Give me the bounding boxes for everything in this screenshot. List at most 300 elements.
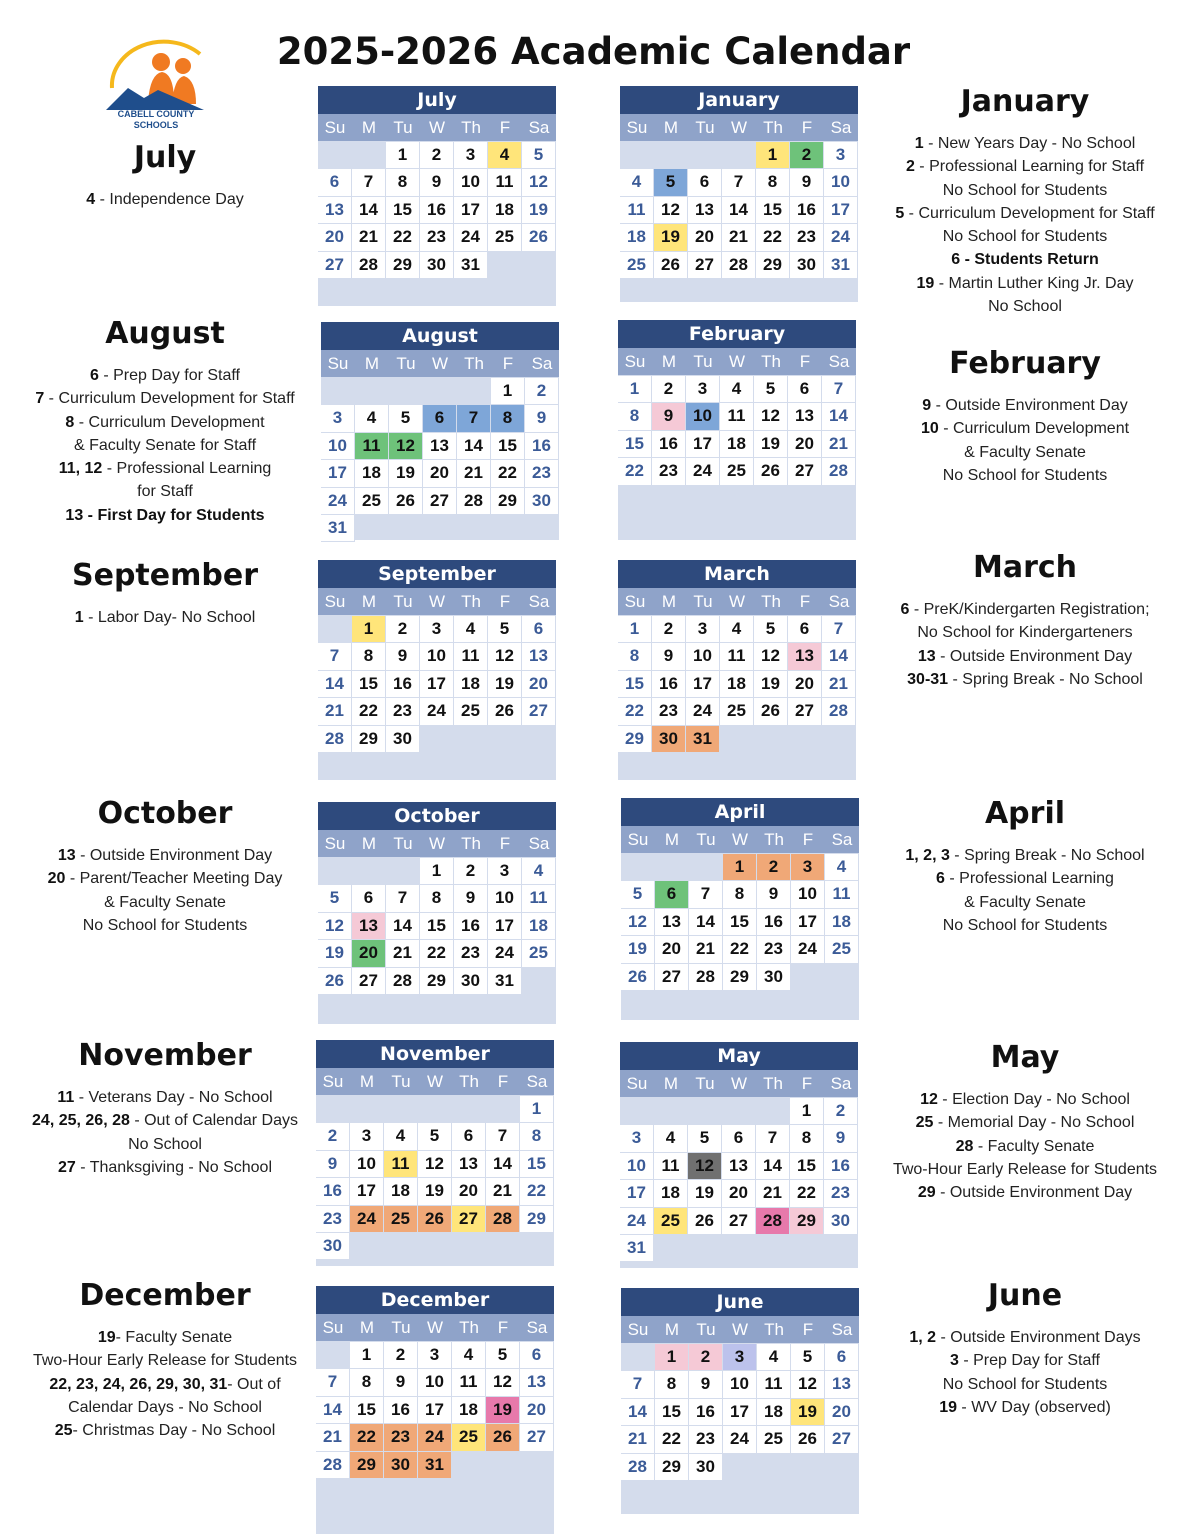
day-cell: 22 <box>655 1426 689 1453</box>
day-cell: 16 <box>689 1399 723 1426</box>
day-cell: 9 <box>525 405 559 432</box>
note-line: for Staff <box>137 483 193 501</box>
note-line: 10 - Curriculum Development <box>920 420 1130 438</box>
day-cell: 15 <box>756 197 790 224</box>
weekday-label: Th <box>459 1072 479 1091</box>
weekday-row <box>316 1314 554 1341</box>
day-cell: 8 <box>352 643 386 670</box>
day-cell: 10 <box>723 1371 757 1398</box>
weekday-label: Th <box>461 834 481 853</box>
day-cell: 6 <box>788 376 822 403</box>
day-cell: 11 <box>454 643 488 670</box>
day-cell: 28 <box>386 968 420 995</box>
note-line: 19- Faculty Senate <box>97 1329 233 1346</box>
month-heading: April <box>984 796 1066 831</box>
day-cell: 12 <box>522 169 556 196</box>
day-cell: 1 <box>420 858 454 885</box>
day-cell: 20 <box>722 1180 756 1207</box>
day-cell: 14 <box>318 671 352 698</box>
day-empty <box>350 1096 384 1123</box>
day-cell: 28 <box>822 698 856 725</box>
day-cell: 8 <box>756 169 790 196</box>
day-cell: 20 <box>520 1397 554 1424</box>
weekday-label: F <box>801 118 813 137</box>
weekday-label: Tu <box>393 592 413 611</box>
day-cell: 4 <box>452 1342 486 1369</box>
month-heading: May <box>990 1040 1060 1075</box>
day-grid <box>621 853 859 991</box>
day-cell: 9 <box>386 643 420 670</box>
month-notes-july <box>20 140 310 211</box>
day-cell: 25 <box>488 224 522 251</box>
day-cell: 11 <box>620 197 654 224</box>
day-cell: 18 <box>488 197 522 224</box>
day-cell: 3 <box>350 1123 384 1150</box>
day-empty <box>316 1096 350 1123</box>
day-cell: 19 <box>688 1180 722 1207</box>
day-cell: 18 <box>384 1178 418 1205</box>
day-cell: 22 <box>350 1424 384 1451</box>
note-line: 2 - Professional Learning for Staff <box>905 158 1145 176</box>
day-cell: 20 <box>423 460 457 487</box>
day-cell: 18 <box>825 909 859 936</box>
calendar-header-november: November <box>316 1040 554 1068</box>
note-lines <box>880 598 1170 691</box>
month-heading: June <box>987 1278 1063 1313</box>
day-cell: 30 <box>384 1452 418 1479</box>
weekday-label: Tu <box>393 118 413 137</box>
day-cell: 18 <box>757 1399 791 1426</box>
note-line: 6 - PreK/Kindergarten Registration; <box>900 601 1150 618</box>
weekday-label: Sa <box>828 352 850 371</box>
day-cell: 17 <box>723 1399 757 1426</box>
day-empty <box>318 616 352 643</box>
day-cell: 8 <box>386 169 420 196</box>
day-cell: 29 <box>790 1208 824 1235</box>
day-cell: 17 <box>686 431 720 458</box>
day-cell: 25 <box>452 1424 486 1451</box>
day-cell: 11 <box>355 433 389 460</box>
weekday-label: M <box>661 592 677 611</box>
day-cell: 5 <box>754 376 788 403</box>
day-cell: 12 <box>418 1151 452 1178</box>
weekday-label: Sa <box>831 1320 853 1339</box>
day-cell: 25 <box>355 488 389 515</box>
day-cell: 9 <box>790 169 824 196</box>
weekday-label: M <box>664 830 680 849</box>
note-lines <box>20 1326 310 1442</box>
day-cell: 23 <box>652 698 686 725</box>
day-grid <box>318 141 556 279</box>
day-cell: 6 <box>318 169 352 196</box>
note-line: 11 - Veterans Day - No School <box>57 1089 273 1106</box>
day-cell: 22 <box>723 936 757 963</box>
day-cell: 22 <box>756 224 790 251</box>
day-empty <box>321 378 355 405</box>
month-heading: November <box>78 1038 252 1073</box>
calendar-header-june: June <box>621 1288 859 1316</box>
day-cell: 29 <box>386 252 420 279</box>
day-cell: 28 <box>621 1454 655 1481</box>
weekday-label: Tu <box>396 354 416 373</box>
day-cell: 2 <box>525 378 559 405</box>
day-cell: 27 <box>520 1424 554 1451</box>
weekday-label: Th <box>764 1320 784 1339</box>
day-cell: 12 <box>389 433 423 460</box>
calendar-august <box>321 322 559 540</box>
day-cell: 25 <box>384 1206 418 1233</box>
weekday-row <box>618 348 856 375</box>
day-cell: 5 <box>389 405 423 432</box>
day-cell: 16 <box>386 671 420 698</box>
note-lines <box>20 188 310 211</box>
day-cell: 3 <box>420 616 454 643</box>
day-grid <box>321 377 559 542</box>
day-cell: 13 <box>352 913 386 940</box>
calendar-july <box>318 86 556 306</box>
day-empty <box>452 1096 486 1123</box>
day-cell: 3 <box>686 376 720 403</box>
note-line: 29 - Outside Environment Day <box>917 1184 1133 1202</box>
day-cell: 19 <box>754 431 788 458</box>
note-line: 6 - Students Return <box>951 251 1099 269</box>
day-cell: 28 <box>352 252 386 279</box>
note-lines <box>880 1088 1170 1204</box>
weekday-label: M <box>359 1072 375 1091</box>
day-empty <box>655 854 689 881</box>
weekday-label: Th <box>464 354 484 373</box>
weekday-row <box>316 1068 554 1095</box>
weekday-row <box>621 1316 859 1343</box>
day-cell: 21 <box>722 224 756 251</box>
note-line: & Faculty Senate <box>964 893 1086 911</box>
note-line: No School <box>988 298 1062 316</box>
month-notes-december <box>20 1278 310 1442</box>
day-cell: 27 <box>788 698 822 725</box>
day-cell: 21 <box>822 431 856 458</box>
note-line: 5 - Curriculum Development for Staff <box>895 204 1155 222</box>
weekday-label: Su <box>624 352 646 371</box>
day-cell: 9 <box>384 1369 418 1396</box>
day-grid <box>621 1343 859 1481</box>
weekday-label: Su <box>324 118 346 137</box>
weekday-label: F <box>502 354 514 373</box>
note-lines <box>20 844 310 937</box>
day-cell: 6 <box>825 1344 859 1371</box>
day-cell: 7 <box>621 1371 655 1398</box>
calendar-header-february: February <box>618 320 856 348</box>
note-line: 19 - WV Day (observed) <box>939 1398 1111 1416</box>
day-cell: 26 <box>621 964 655 991</box>
day-cell: 13 <box>722 1153 756 1180</box>
day-cell: 27 <box>688 252 722 279</box>
day-cell: 21 <box>318 698 352 725</box>
month-heading: September <box>72 558 258 593</box>
day-cell: 2 <box>316 1123 350 1150</box>
weekday-label: Tu <box>391 1072 411 1091</box>
day-cell: 30 <box>689 1454 723 1481</box>
weekday-label: M <box>361 834 377 853</box>
day-cell: 21 <box>621 1426 655 1453</box>
note-line: 25- Christmas Day - No School <box>54 1422 276 1440</box>
note-lines <box>880 1326 1170 1419</box>
day-cell: 27 <box>722 1208 756 1235</box>
note-line: 9 - Outside Environment Day <box>922 397 1128 414</box>
weekday-label: Th <box>461 592 481 611</box>
day-cell: 31 <box>824 252 858 279</box>
day-cell: 17 <box>420 671 454 698</box>
day-cell: 25 <box>720 458 754 485</box>
day-cell: 24 <box>350 1206 384 1233</box>
day-cell: 28 <box>756 1208 790 1235</box>
day-cell: 2 <box>454 858 488 885</box>
day-cell: 23 <box>316 1206 350 1233</box>
note-line: Two-Hour Early Release for Students <box>892 1160 1158 1178</box>
weekday-label: W <box>731 1320 749 1339</box>
note-lines <box>880 844 1170 937</box>
day-cell: 13 <box>522 643 556 670</box>
weekday-label: Tu <box>696 830 716 849</box>
day-cell: 7 <box>756 1125 790 1152</box>
day-cell: 17 <box>350 1178 384 1205</box>
day-empty <box>486 1096 520 1123</box>
weekday-label: Su <box>627 1320 649 1339</box>
day-cell: 14 <box>386 913 420 940</box>
note-line: 1, 2 - Outside Environment Days <box>909 1329 1141 1346</box>
day-cell: 10 <box>620 1153 654 1180</box>
day-cell: 13 <box>825 1371 859 1398</box>
day-cell: 27 <box>655 964 689 991</box>
day-cell: 22 <box>420 940 454 967</box>
day-cell: 11 <box>720 643 754 670</box>
day-cell: 17 <box>321 460 355 487</box>
day-empty <box>654 142 688 169</box>
day-cell: 11 <box>654 1153 688 1180</box>
day-cell: 4 <box>384 1123 418 1150</box>
day-cell: 30 <box>790 252 824 279</box>
day-cell: 7 <box>689 881 723 908</box>
day-cell: 8 <box>491 405 525 432</box>
day-cell: 11 <box>757 1371 791 1398</box>
month-notes-september <box>20 558 310 629</box>
note-line: 6 - Prep Day for Staff <box>90 367 240 384</box>
day-cell: 15 <box>790 1153 824 1180</box>
day-cell: 30 <box>824 1208 858 1235</box>
day-empty <box>389 378 423 405</box>
day-cell: 11 <box>720 403 754 430</box>
day-cell: 30 <box>525 488 559 515</box>
day-cell: 23 <box>824 1180 858 1207</box>
day-cell: 18 <box>720 671 754 698</box>
day-grid <box>618 615 856 753</box>
month-notes-february <box>880 346 1170 487</box>
weekday-label: F <box>499 592 511 611</box>
day-cell: 26 <box>522 224 556 251</box>
calendar-january <box>620 86 858 302</box>
note-line: 3 - Prep Day for Staff <box>950 1352 1100 1370</box>
day-cell: 9 <box>652 403 686 430</box>
day-cell: 20 <box>825 1399 859 1426</box>
day-cell: 19 <box>522 197 556 224</box>
day-empty <box>418 1096 452 1123</box>
month-notes-march <box>880 550 1170 691</box>
day-cell: 7 <box>386 885 420 912</box>
month-notes-may <box>880 1040 1170 1204</box>
day-cell: 20 <box>688 224 722 251</box>
day-cell: 13 <box>688 197 722 224</box>
day-empty <box>722 142 756 169</box>
weekday-label: F <box>499 118 511 137</box>
day-cell: 3 <box>824 142 858 169</box>
day-cell: 10 <box>418 1369 452 1396</box>
note-line: & Faculty Senate <box>964 443 1086 461</box>
day-cell: 21 <box>386 940 420 967</box>
day-cell: 20 <box>318 224 352 251</box>
day-cell: 24 <box>723 1426 757 1453</box>
day-cell: 22 <box>790 1180 824 1207</box>
weekday-label: Th <box>763 118 783 137</box>
weekday-label: Su <box>626 118 648 137</box>
day-cell: 19 <box>389 460 423 487</box>
weekday-label: W <box>730 1074 748 1093</box>
day-cell: 21 <box>689 936 723 963</box>
day-cell: 26 <box>791 1426 825 1453</box>
note-lines <box>880 394 1170 487</box>
day-cell: 28 <box>318 726 352 753</box>
day-empty <box>621 1344 655 1371</box>
day-cell: 16 <box>420 197 454 224</box>
day-cell: 16 <box>384 1397 418 1424</box>
note-line: No School for Students <box>942 228 1108 246</box>
day-cell: 1 <box>350 1342 384 1369</box>
day-cell: 29 <box>655 1454 689 1481</box>
weekday-label: Sa <box>526 1072 548 1091</box>
weekday-label: Sa <box>528 592 550 611</box>
day-cell: 15 <box>618 671 652 698</box>
day-cell: 28 <box>316 1452 350 1479</box>
weekday-label: M <box>661 352 677 371</box>
day-cell: 18 <box>522 913 556 940</box>
day-cell: 29 <box>520 1206 554 1233</box>
weekday-label: Su <box>324 834 346 853</box>
day-cell: 8 <box>420 885 454 912</box>
weekday-row <box>620 114 858 141</box>
day-cell: 31 <box>620 1235 654 1262</box>
day-cell: 1 <box>386 142 420 169</box>
day-cell: 18 <box>720 431 754 458</box>
calendar-february <box>618 320 856 540</box>
day-cell: 12 <box>754 403 788 430</box>
day-cell: 12 <box>654 197 688 224</box>
weekday-label: Sa <box>828 592 850 611</box>
day-cell: 4 <box>654 1125 688 1152</box>
day-empty <box>423 378 457 405</box>
weekday-label: M <box>663 1074 679 1093</box>
day-cell: 24 <box>686 458 720 485</box>
weekday-label: W <box>728 352 746 371</box>
day-cell: 7 <box>318 643 352 670</box>
day-cell: 22 <box>618 458 652 485</box>
day-cell: 26 <box>488 698 522 725</box>
day-cell: 31 <box>454 252 488 279</box>
day-grid <box>620 141 858 279</box>
day-cell: 20 <box>452 1178 486 1205</box>
day-empty <box>386 858 420 885</box>
day-cell: 7 <box>822 616 856 643</box>
day-cell: 10 <box>420 643 454 670</box>
day-cell: 1 <box>790 1098 824 1125</box>
weekday-label: Su <box>322 1072 344 1091</box>
day-cell: 23 <box>454 940 488 967</box>
day-cell: 12 <box>754 643 788 670</box>
day-cell: 31 <box>321 515 355 542</box>
note-line: Calendar Days - No School <box>68 1398 262 1416</box>
day-cell: 4 <box>620 169 654 196</box>
day-cell: 8 <box>520 1123 554 1150</box>
note-line: 13 - First Day for Students <box>65 506 265 524</box>
day-cell: 8 <box>618 643 652 670</box>
day-empty <box>457 378 491 405</box>
day-empty <box>654 1098 688 1125</box>
day-cell: 14 <box>457 433 491 460</box>
day-cell: 15 <box>352 671 386 698</box>
note-line: No School for Kindergarteners <box>917 624 1133 642</box>
day-cell: 8 <box>790 1125 824 1152</box>
day-cell: 19 <box>488 671 522 698</box>
day-cell: 5 <box>621 881 655 908</box>
day-cell: 3 <box>791 854 825 881</box>
day-cell: 5 <box>791 1344 825 1371</box>
day-cell: 13 <box>655 909 689 936</box>
day-grid <box>316 1095 554 1260</box>
calendar-april <box>621 798 859 1020</box>
day-cell: 30 <box>316 1233 350 1260</box>
weekday-label: F <box>802 1320 814 1339</box>
day-cell: 26 <box>754 458 788 485</box>
day-cell: 7 <box>457 405 491 432</box>
weekday-label: M <box>361 592 377 611</box>
day-cell: 9 <box>652 643 686 670</box>
day-cell: 15 <box>723 909 757 936</box>
note-line: No School <box>128 1135 202 1153</box>
day-cell: 15 <box>386 197 420 224</box>
day-cell: 16 <box>316 1178 350 1205</box>
day-cell: 25 <box>654 1208 688 1235</box>
day-cell: 2 <box>386 616 420 643</box>
day-cell: 18 <box>654 1180 688 1207</box>
note-line: 27 - Thanksgiving - No School <box>57 1158 273 1176</box>
day-cell: 7 <box>822 376 856 403</box>
day-cell: 22 <box>520 1178 554 1205</box>
note-line: 4 - Independence Day <box>86 191 244 208</box>
weekday-label: W <box>428 592 446 611</box>
day-cell: 11 <box>452 1369 486 1396</box>
day-cell: 13 <box>423 433 457 460</box>
day-cell: 11 <box>488 169 522 196</box>
weekday-label: Su <box>322 1318 344 1337</box>
day-cell: 10 <box>824 169 858 196</box>
day-cell: 6 <box>352 885 386 912</box>
day-cell: 12 <box>791 1371 825 1398</box>
day-cell: 18 <box>620 224 654 251</box>
weekday-label: Sa <box>528 834 550 853</box>
day-cell: 22 <box>386 224 420 251</box>
day-cell: 4 <box>522 858 556 885</box>
day-cell: 18 <box>355 460 389 487</box>
day-cell: 13 <box>520 1369 554 1396</box>
weekday-label: Th <box>461 118 481 137</box>
month-heading: February <box>949 346 1101 381</box>
